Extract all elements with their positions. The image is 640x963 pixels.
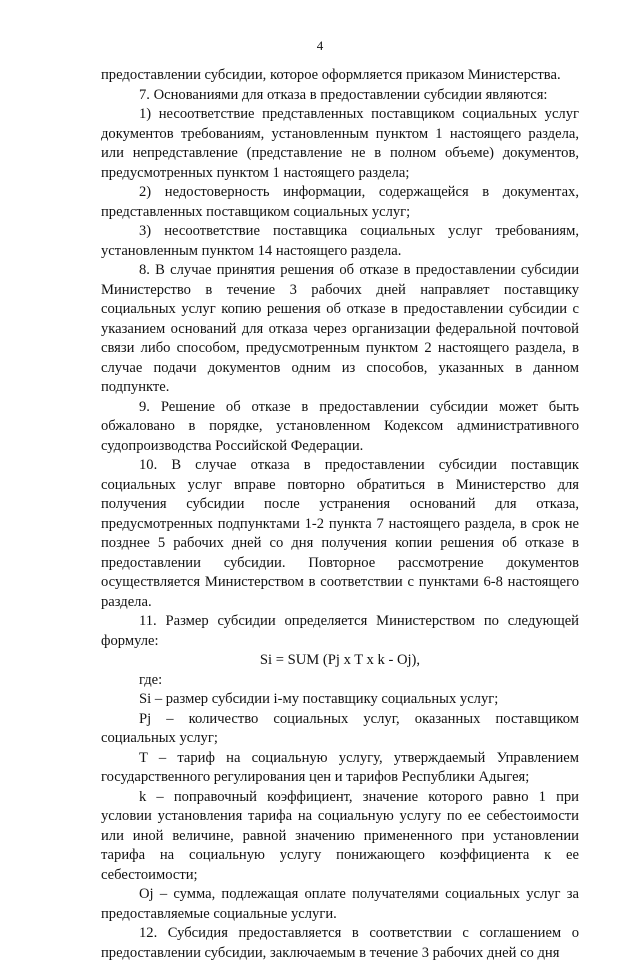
where-label: где: [139, 671, 163, 688]
paragraph-8: 8. В случае принятия решения об отказе в предоставлении субсидии Министерство в течение 3 рабочих дней направляет поставщику социальных услуг копию решения об отказе в предоставлении субсидии с указанием оснований для отказа через организации федеральной почтовой связи либо способом, предусмотренным пунктом 2 настоящего раздела, в случае подачи документов одним из способов, указанных в данном подпункте. [101, 262, 579, 395]
paragraph-10: 10. В случае отказа в предоставлении субсидии поставщик социальных услуг вправе повторно обратиться в Министерство для получения субсидии после устранения оснований для отказа, предусмотренных подпунктами 1-2 пункта 7 настоящего раздела, в срок не позднее 5 рабочих дней со дня получения копии решения об отказе в предоставлении субсидии. Повторное рассмотрение документов осуществляется Министерством в соответствии с пунктами 6-8 настоящего раздела. [101, 457, 579, 610]
paragraph-11: 11. Размер субсидии определяется Министерством по следующей формуле: [101, 613, 579, 649]
definition-t: T – тариф на социальную услугу, утверждаемый Управлением государственного регулирования цен и тарифов Республики Адыгея; [101, 749, 579, 785]
paragraph-continuation: предоставлении субсидии, которое оформляется приказом Министерства. [101, 67, 561, 83]
definition-si: Si – размер субсидии i-му поставщику социальных услуг; [139, 691, 499, 707]
paragraph-12: 12. Субсидия предоставляется в соответствии с соглашением о предоставлении субсидии, заключаемым в течение 3 рабочих дней со дня [101, 925, 579, 961]
paragraph-9: 9. Решение об отказе в предоставлении субсидии может быть обжаловано в порядке, установленном Кодексом административного судопроизводства Российской Федерации. [101, 398, 579, 454]
paragraph-7-item-2: 2) недостоверность информации, содержащейся в документах, представленных поставщиком социальных услуг; [101, 184, 579, 220]
paragraph-7-item-3: 3) несоответствие поставщика социальных услуг требованиям, установленным пунктом 14 настоящего раздела. [101, 223, 579, 259]
definition-k: k – поправочный коэффициент, значение которого равно 1 при условии установления тарифа на социальную услугу по ее себестоимости или иной величине, равной значению примененного при установлении тарифа на социальную услугу понижающего коэффициента к ее себестоимости; [101, 788, 579, 883]
subsidy-formula: Si = SUM (Pj x T x k - Oj), [259, 652, 421, 668]
definition-pj: Pj – количество социальных услуг, оказанных поставщиком социальных услуг; [101, 710, 579, 746]
page-number: 4 [316, 38, 324, 53]
paragraph-7: 7. Основаниями для отказа в предоставлении субсидии являются: [139, 86, 548, 103]
document-body [101, 66, 579, 963]
paragraph-7-item-1: 1) несоответствие представленных поставщиком социальных услуг документов требованиям, установленным пунктом 1 настоящего раздела, или непредставление (представление не в полном объеме) документов, предусмотренных пунктом 1 настоящего раздела; [101, 106, 579, 181]
definition-oj: Oj – сумма, подлежащая оплате получателями социальных услуг за предоставляемые социальные услуги. [101, 886, 579, 922]
